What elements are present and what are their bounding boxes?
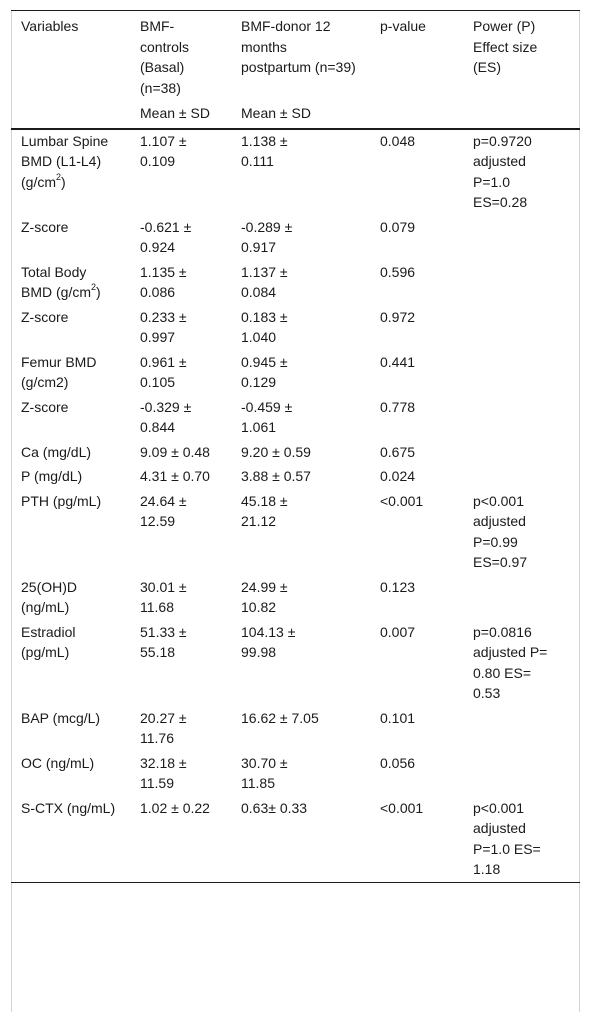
cell-variable: PTH (pg/mL)	[21, 492, 102, 509]
cell-variable: Lumbar Spine BMD (L1-L4) $(g/cm^2)$	[21, 132, 109, 190]
cell-p: 0.101	[380, 709, 416, 726]
table-row	[11, 396, 580, 441]
cell-controls: 0.961 ± 0.105	[140, 353, 187, 390]
table-row	[11, 261, 580, 306]
cell-controls: 4.31 ± 0.70	[140, 468, 210, 484]
cell-variable: 25(OH)D (ng/mL)	[21, 578, 78, 615]
cell-p: 0.441	[380, 353, 416, 370]
cell-variable: P (mg/dL)	[21, 468, 83, 484]
cell-power: p=0.0816 adjusted P= 0.80 ES= 0.53	[473, 623, 548, 701]
cell-controls: 1.02 ± 0.22	[140, 797, 241, 883]
table-row	[11, 216, 580, 261]
cell-p: 0.048	[380, 132, 416, 149]
cell-donor: 1.138 ± 0.111	[241, 132, 288, 169]
cell-donor: 45.18 ± 21.12	[241, 492, 288, 529]
cell-controls: 24.64 ± 12.59	[140, 492, 187, 529]
cell-controls: 30.01 ± 11.68	[140, 578, 187, 615]
header-donor: BMF-donor 12 months postpartum (n=39)	[241, 11, 380, 104]
cell-p: 0.778	[380, 398, 416, 415]
table-row	[11, 576, 580, 621]
cell-variable: Estradiol (pg/mL)	[21, 623, 76, 660]
cell-variable: Total Body BMD $(g/cm^2)$	[21, 263, 101, 300]
table-row	[11, 351, 580, 396]
cell-donor: -0.459 ± 1.061	[241, 398, 293, 435]
table-row	[11, 707, 580, 752]
cell-p: 0.123	[380, 578, 416, 595]
table-row	[11, 752, 580, 797]
cell-power	[473, 465, 580, 490]
cell-variable: Z-score	[21, 218, 69, 235]
cell-donor: 24.99 ± 10.82	[241, 578, 288, 615]
cell-controls: 32.18 ± 11.59	[140, 754, 187, 791]
cell-power: p<0.001 adjusted P=0.99 ES=0.97	[473, 492, 528, 570]
header-p-value: p-value	[380, 11, 473, 104]
subheader-donor-mean-sd: Mean ± SD	[241, 103, 380, 129]
cell-p: 0.596	[380, 263, 416, 280]
cell-power	[473, 396, 580, 441]
cell-controls: 20.27 ± 11.76	[140, 709, 187, 746]
cell-controls: 1.107 ± 0.109	[140, 132, 187, 169]
cell-controls: 9.09 ± 0.48	[140, 443, 210, 460]
cell-donor: 0.183 ± 1.040	[241, 308, 288, 345]
table-row	[11, 490, 580, 576]
cell-variable: S-CTX (ng/mL)	[11, 797, 140, 883]
table-row	[11, 797, 580, 883]
cell-power	[473, 261, 580, 306]
cell-donor: 30.70 ± 11.85	[241, 754, 288, 791]
cell-donor: 1.137 ± 0.084	[241, 263, 288, 300]
cell-donor: 16.62 ± 7.05	[241, 709, 319, 726]
table-row	[11, 621, 580, 707]
cell-power	[473, 351, 580, 396]
cell-power	[473, 306, 580, 351]
cell-p: 0.007	[380, 623, 416, 640]
cell-power: p<0.001 adjusted P=1.0 ES= 1.18	[473, 797, 580, 883]
cell-p: 0.056	[380, 754, 416, 771]
cell-power: p=0.9720 adjusted P=1.0 ES=0.28	[473, 132, 532, 210]
cell-variable: BAP (mcg/L)	[21, 709, 101, 726]
cell-p: <0.001	[380, 797, 473, 883]
cell-power	[473, 707, 580, 752]
cell-donor: 3.88 ± 0.57	[241, 468, 311, 484]
cell-variable: Femur BMD (g/cm2)	[21, 353, 97, 390]
cell-p: <0.001	[380, 492, 424, 509]
cell-controls: -0.621 ± 0.924	[140, 218, 192, 255]
cell-power	[473, 441, 580, 466]
cell-controls: -0.329 ± 0.844	[140, 398, 192, 435]
cell-p: 0.972	[380, 308, 416, 325]
cell-variable: Z-score	[21, 398, 69, 415]
table-row	[11, 441, 580, 466]
table-row	[11, 306, 580, 351]
cell-power	[473, 576, 580, 621]
header-controls: BMF-controls (Basal) (n=38)	[140, 11, 241, 104]
table-row	[11, 465, 580, 490]
table-row	[11, 129, 580, 216]
cell-donor: 104.13 ± 99.98	[241, 623, 296, 660]
cell-controls: 0.233 ± 0.997	[140, 308, 187, 345]
cell-variable: OC (ng/mL)	[21, 754, 95, 771]
cell-donor: 0.945 ± 0.129	[241, 353, 288, 390]
cell-p: 0.024	[380, 468, 416, 484]
table-body	[11, 129, 580, 883]
cell-power	[473, 752, 580, 797]
cell-p: 0.079	[380, 218, 416, 235]
results-table	[11, 10, 580, 883]
cell-power	[473, 216, 580, 261]
cell-donor: -0.289 ± 0.917	[241, 218, 293, 255]
cell-p: 0.675	[380, 443, 416, 460]
cell-variable: Ca (mg/dL)	[21, 443, 92, 460]
subheader-controls-mean-sd: Mean ± SD	[140, 103, 241, 129]
cell-variable: Z-score	[21, 308, 69, 325]
header-power-effect-size: Power (P) Effect size (ES)	[473, 11, 580, 104]
table-header	[11, 11, 580, 129]
cell-donor: 0.63± 0.33	[241, 797, 380, 883]
cell-controls: 51.33 ± 55.18	[140, 623, 187, 660]
cell-controls: 1.135 ± 0.086	[140, 263, 187, 300]
header-variables: Variables	[11, 11, 140, 104]
cell-donor: 9.20 ± 0.59	[241, 443, 311, 460]
